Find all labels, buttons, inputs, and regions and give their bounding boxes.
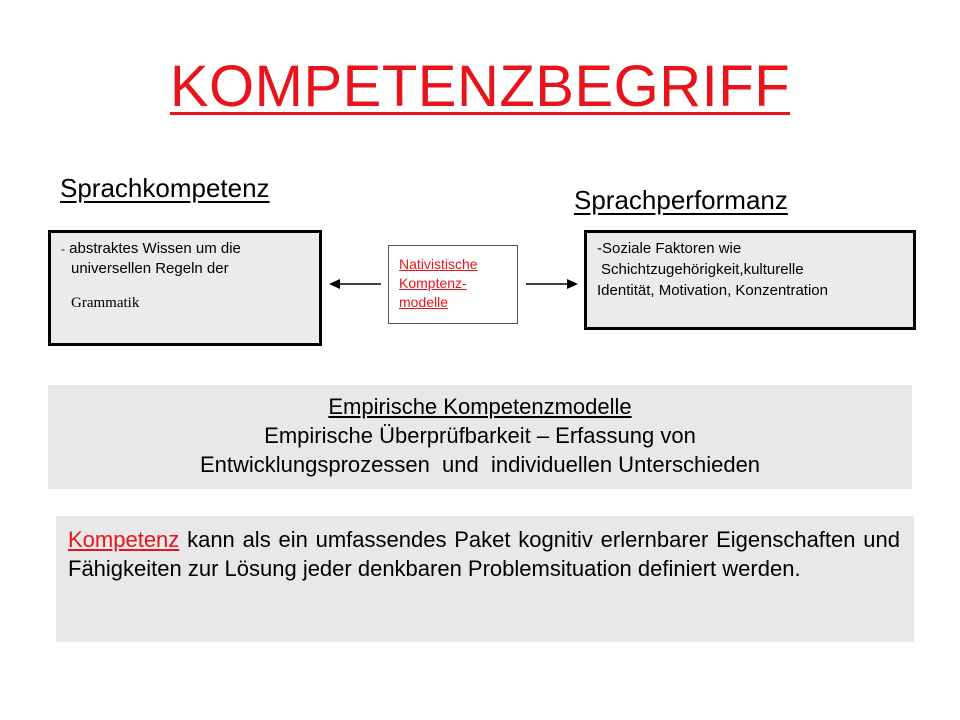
definition-keyword: Kompetenz — [68, 527, 180, 552]
performance-line-2: Schichtzugehörigkeit,kulturelle — [601, 261, 804, 278]
competence-line-3: Grammatik — [71, 295, 140, 311]
heading-sprachperformanz: Sprachperformanz — [574, 185, 788, 215]
arrow-left-icon — [329, 279, 381, 289]
slide-title: KOMPETENZBEGRIFF — [169, 54, 791, 119]
empirical-line-2: Entwicklungsprozessen und individuellen Unterschieden — [199, 452, 761, 477]
nativist-line-3: modelle — [399, 294, 449, 310]
competence-line-1: abstraktes Wissen um die — [69, 240, 241, 257]
competence-line-2: universellen Regeln der — [71, 260, 229, 277]
performance-line-1: -Soziale Faktoren wie — [597, 240, 742, 257]
bullet-dash: - — [61, 242, 65, 256]
empirical-line-1: Empirische Überprüfbarkeit – Erfassung von — [264, 423, 696, 448]
arrow-right-icon — [526, 279, 578, 289]
heading-sprachkompetenz: Sprachkompetenz — [60, 173, 270, 203]
empirical-title: Empirische Kompetenzmodelle — [328, 394, 632, 419]
nativist-line-1: Nativistische — [399, 256, 478, 272]
nativist-line-2: Komptenz- — [399, 275, 467, 291]
performance-line-3: Identität, Motivation, Konzentration — [597, 282, 828, 299]
definition-band — [56, 516, 914, 642]
definition-text: kann als ein umfassendes Paket kognitiv erlernbarer Eigenschaften und Fähigkeiten zur Lösung jeder denkbaren Problemsituation definiert werden. — [68, 527, 900, 581]
empirical-models-band — [48, 385, 912, 489]
